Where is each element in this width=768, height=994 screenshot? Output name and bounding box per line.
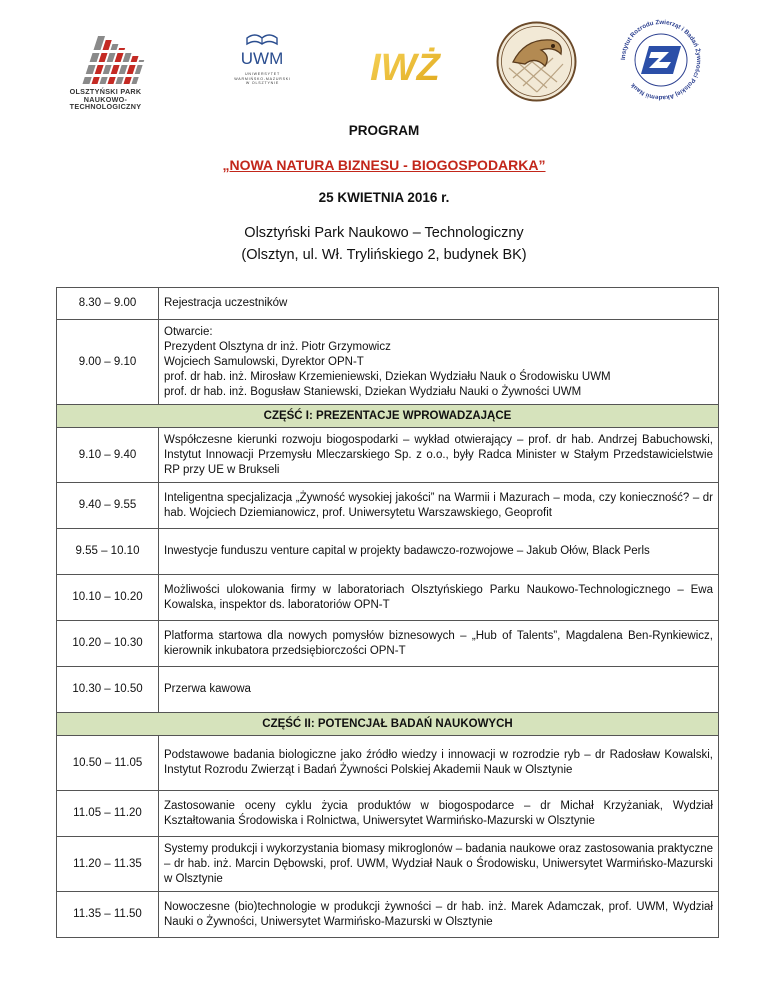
row-line: Otwarcie: [164, 325, 213, 338]
row-description [159, 320, 719, 405]
row-time: 10.10 – 10.20 [57, 575, 159, 621]
row-line: prof. dr hab. inż. Mirosław Krzemieniewski, Dziekan Wydziału Nauk o Środowisku UWM [164, 370, 611, 383]
opnt-logo [48, 30, 163, 111]
event-date: 25 KWIETNIA 2016 r. [318, 190, 450, 205]
row-line: Prezydent Olsztyna dr inż. Piotr Grzymowicz [164, 340, 391, 353]
table-row [57, 428, 719, 483]
venue-address: (Olsztyn, ul. Wł. Trylińskiego 2, budynek BK) [241, 247, 527, 263]
uwm-logo-line3: W OLSZTYNIE [245, 81, 280, 85]
row-description: Zastosowanie oceny cyklu życia produktów w biogospodarce – dr Michał Krzyżaniak, Wydział Kształtowania Środowiska i Rolnictwa, Uniwersytet Warmińsko-Mazurski w Olsztynie [159, 791, 719, 837]
venue [0, 222, 768, 266]
opnt-logo-line2: NAUKOWO-TECHNOLOGICZNY [69, 94, 142, 111]
table-row [57, 288, 719, 320]
pan-ring-text: Instytut Rozrodu Zwierząt i Badań Żywności Polskiej Akademii Nauk [619, 18, 703, 102]
fish-emblem-logo [495, 20, 578, 103]
row-time: 11.20 – 11.35 [57, 837, 159, 892]
table-row [57, 529, 719, 575]
row-description [159, 288, 719, 320]
table-row [57, 791, 719, 837]
event-title: „NOWA NATURA BIZNESU - BIOGOSPODARKA” [222, 157, 546, 173]
iwz-logo-mark [360, 40, 450, 90]
row-time: 10.20 – 10.30 [57, 621, 159, 667]
row-description: Możliwości ulokowania firmy w laboratoriach Olsztyńskiego Parku Naukowo-Technologicznego – Ewa Kowalska, inspektor ds. laboratoriów OPN-T [159, 575, 719, 621]
table-row [57, 320, 719, 405]
uwm-logo-line2: WARMIŃSKO-MAZURSKI [234, 76, 291, 81]
table-row [57, 483, 719, 529]
row-time: 10.30 – 10.50 [57, 667, 159, 713]
uwm-logo-line1: UNIWERSYTET [245, 72, 280, 76]
row-line: Wojciech Samulowski, Dyrektor OPN-T [164, 355, 364, 368]
iwz-logo-text: IWŻ [370, 47, 440, 89]
row-line: prof. dr hab. inż. Bogusław Staniewski, Dziekan Wydziału Nauki o Żywności UWM [164, 385, 582, 398]
fish-emblem-icon [495, 20, 578, 103]
table-row [57, 575, 719, 621]
section-header-row [57, 713, 719, 736]
row-description: Współczesne kierunki rozwoju biogospodarki – wykład otwierający – prof. dr hab. Andrzej Babuchowski, Instytut Innowacji Przemysłu Mleczarskiego Sp. z o.o., były Radca Minister w Stałym Przedstawicielstwie RP przy UE w Brukseli [159, 428, 719, 483]
row-time: 9.10 – 9.40 [57, 428, 159, 483]
section-header-row [57, 405, 719, 428]
iwz-logo [360, 40, 450, 90]
section-header: CZĘŚĆ II: POTENCJAŁ BADAŃ NAUKOWYCH [57, 713, 719, 736]
table-row [57, 736, 719, 791]
table-row [57, 667, 719, 713]
venue-name: Olsztyński Park Naukowo – Technologiczny [244, 225, 524, 241]
uwm-logo-mark [225, 30, 300, 72]
table-row [57, 621, 719, 667]
uwm-logo-abbr: UWM [240, 49, 284, 68]
table-row [57, 892, 719, 938]
row-description: Inwestycje funduszu venture capital w projekty badawczo-rozwojowe – Jakub Ołów, Black Perls [159, 529, 719, 575]
row-description: Inteligentna specjalizacja „Żywność wysokiej jakości” na Warmii i Mazurach – moda, czy konieczność? – dr hab. Wojciech Dziemianowicz, prof. Uniwersytetu Warszawskiego, Geoprofit [159, 483, 719, 529]
section-header: CZĘŚĆ I: PREZENTACJE WPROWADZAJĄCE [57, 405, 719, 428]
row-description: Przerwa kawowa [159, 667, 719, 713]
table-row [57, 837, 719, 892]
row-description: Podstawowe badania biologiczne jako źródło wiedzy i innowacji w rozrodzie ryb – dr Radosław Kowalski, Instytut Rozrodu Zwierząt i Badań Żywności Polskiej Akademii Nauk w Olsztynie [159, 736, 719, 791]
pan-institute-logo [615, 14, 707, 106]
uwm-logo [225, 30, 300, 102]
row-time: 9.00 – 9.10 [57, 320, 159, 405]
program-table [56, 287, 719, 938]
program-label: PROGRAM [348, 123, 420, 138]
pan-institute-logo-mark [615, 14, 707, 106]
row-time: 9.55 – 10.10 [57, 529, 159, 575]
row-description: Nowoczesne (bio)technologie w produkcji żywności – dr hab. inż. Marek Adamczak, prof. UWM, Wydział Nauki o Żywności, Uniwersytet Warmińsko-Mazurski w Olsztynie [159, 892, 719, 938]
opnt-logo-mark [48, 30, 163, 88]
row-line: Rejestracja uczestników [164, 297, 288, 309]
row-time: 8.30 – 9.00 [57, 288, 159, 320]
logo-bar [0, 10, 768, 110]
row-time: 11.35 – 11.50 [57, 892, 159, 938]
row-time: 9.40 – 9.55 [57, 483, 159, 529]
row-description: Systemy produkcji i wykorzystania biomasy mikroglonów – badania naukowe oraz zastosowania praktyczne – dr hab. inż. Marcin Dębowski, prof. UWM, Wydział Nauk o Środowisku, Uniwersytet Warmińsko-Mazurski w Olsztynie [159, 837, 719, 892]
row-description: Platforma startowa dla nowych pomysłów biznesowych – „Hub of Talents”, Magdalena Ben-Rynkiewicz, kierownik inkubatora przedsiębiorczości OPN-T [159, 621, 719, 667]
opnt-logo-line1: OLSZTYŃSKI PARK [69, 87, 142, 96]
row-time: 11.05 – 11.20 [57, 791, 159, 837]
row-time: 10.50 – 11.05 [57, 736, 159, 791]
